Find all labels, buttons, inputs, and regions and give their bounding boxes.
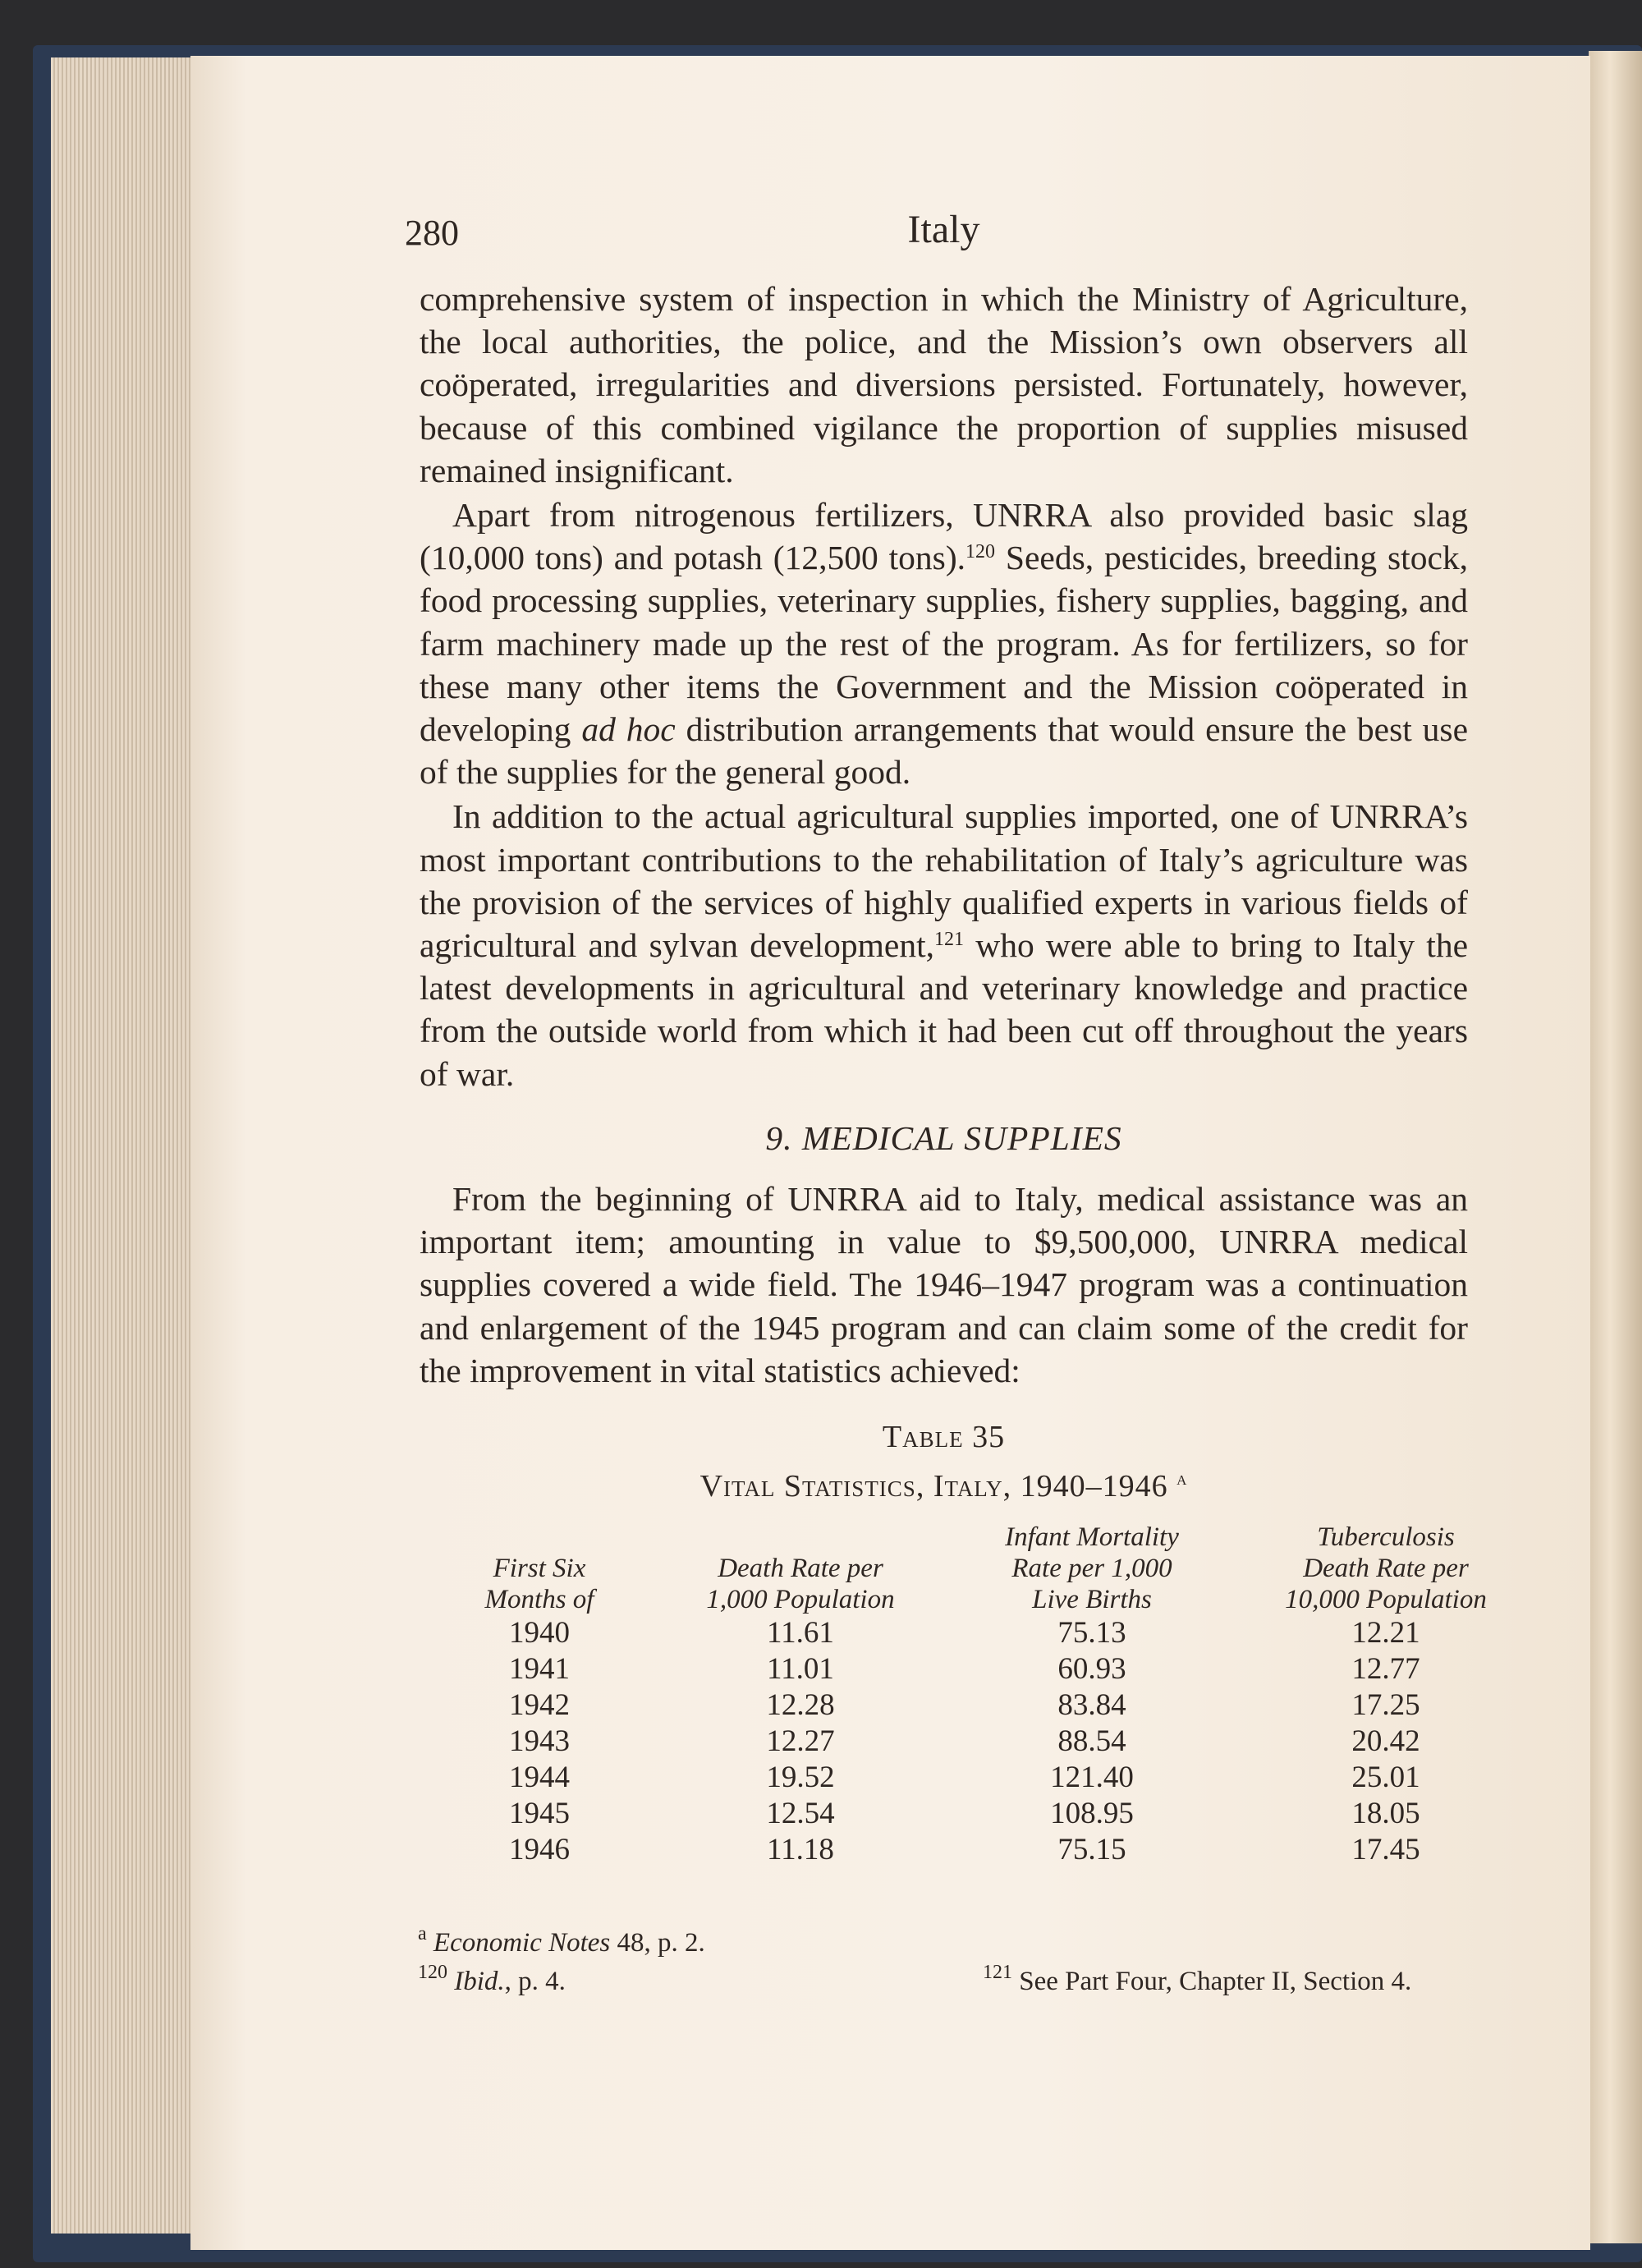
- table-cell: 1946: [509, 1833, 570, 1866]
- table-cell: 75.13: [1057, 1616, 1126, 1650]
- footnote-italic: Ibid.: [454, 1967, 505, 1996]
- table-cell: 25.01: [1351, 1761, 1420, 1794]
- table-cell: 121.40: [1050, 1761, 1134, 1794]
- table-cell: 12.77: [1351, 1652, 1420, 1686]
- table-title: [420, 1468, 1468, 1504]
- paragraph-1: comprehensive system of inspection in which the Ministry of Agriculture, the local authorities, the police, and the Mission’s own observers all coöperated, irregularities and diversions persisted. Fortunately, however, because of this combined vigilance the proportion of supplies misused remained insignificant.: [420, 280, 1468, 489]
- footnote-121: [983, 1962, 1412, 1997]
- column-header-line: Live Births: [1032, 1585, 1152, 1614]
- footnote-ref-121: 121: [933, 929, 964, 951]
- column-header: [1246, 1522, 1525, 1615]
- body-text: [420, 278, 1468, 1392]
- text: distribution arrangements that would ensure the best use of the supplies for the general good.: [420, 710, 1469, 792]
- table-column: [433, 1522, 646, 1868]
- footnote-mark: a: [418, 1923, 427, 1944]
- table-cell: 1941: [509, 1652, 570, 1686]
- running-head: Italy: [907, 208, 980, 251]
- footnote-text: See Part Four, Chapter II, Section 4.: [1012, 1967, 1412, 1996]
- table-cell: 12.28: [766, 1688, 835, 1722]
- table-cell: 18.05: [1351, 1797, 1420, 1830]
- table-cell: 12.21: [1351, 1616, 1420, 1650]
- table-cell: 83.84: [1057, 1688, 1126, 1722]
- table-column: [961, 1522, 1223, 1868]
- column-header: [433, 1522, 646, 1615]
- footnote-120: [418, 1962, 566, 1997]
- table-cell: 1942: [509, 1688, 570, 1722]
- column-header: [669, 1522, 932, 1615]
- column-header-line: 10,000 Population: [1285, 1585, 1487, 1614]
- footnote-source: Economic Notes: [433, 1928, 611, 1958]
- footnote-number: 121: [983, 1962, 1012, 1983]
- table-cell: 20.42: [1351, 1724, 1420, 1758]
- italic-text: ad hoc: [581, 710, 676, 749]
- table-note-mark: a: [1176, 1468, 1188, 1490]
- text: who were able to bring to Italy the latest developments in agricultural and veterinary knowledge and practice from the outside world from which it had been cut off throughout the years of war.: [420, 926, 1468, 1093]
- table-cell: 12.54: [766, 1797, 835, 1830]
- book-page: [190, 56, 1590, 2250]
- column-header-line: First Six: [493, 1554, 586, 1583]
- table-cell: 11.61: [767, 1616, 834, 1650]
- table-cell: 17.45: [1351, 1833, 1420, 1866]
- table-cell: 1940: [509, 1616, 570, 1650]
- section-heading: 9. MEDICAL SUPPLIES: [765, 1118, 1122, 1157]
- column-header-line: 1,000 Population: [706, 1585, 895, 1614]
- column-header-line: [433, 1522, 646, 1553]
- text: In addition to the actual agricultural supplies imported, one of UNRRA’s most important contributions to the rehabilitation of Italy’s agriculture was the provision of the services of highly qualified experts in various fields of agricultural and sylvan development,: [420, 797, 1468, 965]
- facing-page-edge: [1589, 51, 1642, 2243]
- page-number: 280: [405, 213, 459, 253]
- column-header-line: Infant Mortality: [1005, 1522, 1179, 1552]
- text: Apart from nitrogenous fertilizers, UNRRA also provided basic slag (10,000 tons) and potash (12,500 tons).: [420, 496, 1468, 577]
- column-header: [961, 1522, 1223, 1615]
- table-cell: 60.93: [1057, 1652, 1126, 1686]
- column-header-line: Tuberculosis: [1317, 1522, 1455, 1552]
- table-cell: 12.27: [766, 1724, 835, 1758]
- column-header-line: Death Rate per: [1303, 1554, 1469, 1583]
- table-label: Table 35: [882, 1420, 1006, 1454]
- footnote-rest: 48, p. 2.: [610, 1928, 705, 1958]
- column-header-line: Rate per 1,000: [1011, 1554, 1172, 1583]
- text: Seeds, pesticides, breeding stock, food processing supplies, veterinary supplies, fishery supplies, bagging, and farm machinery made up the rest of the program. As for fertilizers, so for these many other items the Government and the Mission coöperated in developing: [420, 539, 1468, 749]
- footnote-number: 120: [418, 1962, 447, 1983]
- column-header-line: Death Rate per: [718, 1554, 883, 1583]
- table-cell: 108.95: [1050, 1797, 1134, 1830]
- table-cell: 19.52: [766, 1761, 835, 1794]
- table-cell: 1943: [509, 1724, 570, 1758]
- paragraph-4: From the beginning of UNRRA aid to Italy, medical assistance was an important item; amounting in value to $9,500,000, UNRRA medical supplies covered a wide field. The 1946–1947 program was a continuation and enlargement of the 1945 program and can claim some of the credit for the improvement in vital statistics achieved:: [420, 1180, 1468, 1389]
- table-column: [669, 1522, 932, 1868]
- table-footnote: [418, 1923, 705, 1958]
- page-edges: [51, 57, 195, 2234]
- table-cell: 75.15: [1057, 1833, 1126, 1866]
- table-cell: 1945: [509, 1797, 570, 1830]
- table-cell: 11.01: [767, 1652, 834, 1686]
- table-cell: 11.18: [767, 1833, 834, 1866]
- table-column: [1246, 1522, 1525, 1868]
- table-cell: 1944: [509, 1761, 570, 1794]
- footnote-text: , p. 4.: [504, 1967, 566, 1996]
- column-header-line: Months of: [484, 1585, 594, 1614]
- table-cell: 88.54: [1057, 1724, 1126, 1758]
- table-cell: 17.25: [1351, 1688, 1420, 1722]
- column-header-line: [669, 1522, 932, 1553]
- paragraph-3: [420, 795, 1468, 1095]
- paragraph-2: [420, 494, 1468, 793]
- footnote-ref-120: 120: [965, 541, 996, 563]
- table-title-text: Vital Statistics, Italy, 1940–1946: [699, 1469, 1168, 1504]
